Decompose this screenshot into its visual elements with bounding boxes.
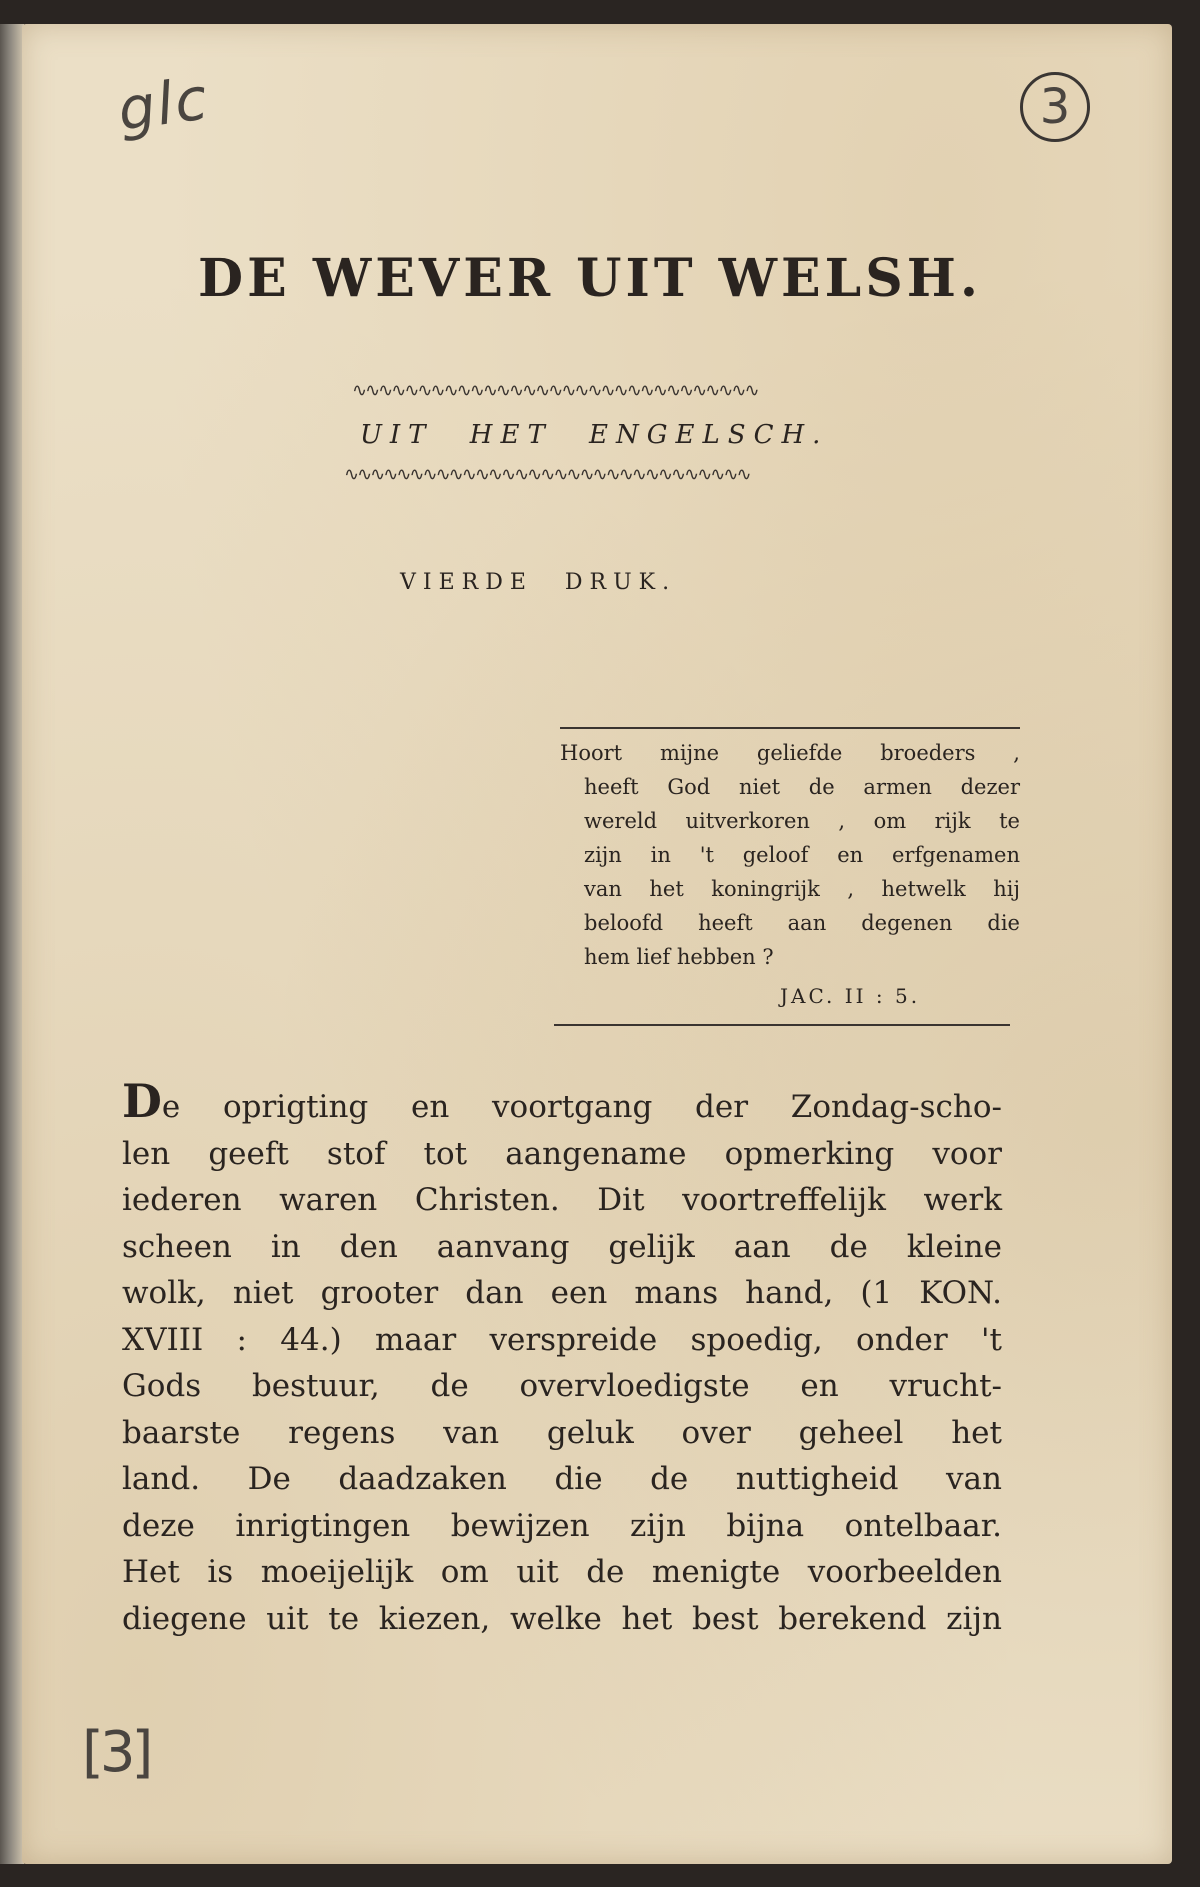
motto-quote xyxy=(560,736,1020,974)
body-line: deze inrigtingen bewijzen zijn bijna ontelbaar. xyxy=(122,1507,1002,1544)
body-line: Gods bestuur, de overvloedigste en vrucht- xyxy=(122,1368,1002,1404)
motto-line: Hoort mijne geliefde broeders , xyxy=(560,741,1020,765)
motto-line: hem lief hebben ? xyxy=(584,945,774,969)
page-title: DE WEVER UIT WELSH. xyxy=(197,248,983,309)
body-line: wolk, niet grooter dan een mans hand, (1 KON. xyxy=(122,1275,1002,1311)
handwritten-shelfmark: glc xyxy=(113,64,214,144)
motto-line: zijn in 't geloof en erfgenamen xyxy=(584,843,1020,867)
motto-line: van het koningrijk , hetwelk hij xyxy=(584,877,1020,901)
body-line: land. De daadzaken die de nuttigheid van xyxy=(122,1461,1002,1497)
wavy-ornament-bottom: ∿∿∿∿∿∿∿∿∿∿∿∿∿∿∿∿∿∿∿∿∿∿∿∿∿∿∿∿∿∿∿ xyxy=(344,464,750,485)
wavy-ornament-top: ∿∿∿∿∿∿∿∿∿∿∿∿∿∿∿∿∿∿∿∿∿∿∿∿∿∿∿∿∿∿∿ xyxy=(352,380,758,401)
body-line: De oprigting en voortgang der Zondag-scho- xyxy=(122,1074,1002,1128)
body-line: iederen waren Christen. Dit voortreffelijk werk xyxy=(122,1182,1002,1218)
edition-label: VIERDE DRUK. xyxy=(400,570,677,595)
body-line: baarste regens van geluk over geheel het xyxy=(122,1414,1002,1451)
body-paragraph xyxy=(122,1074,1002,1642)
body-line: Het is moeijelijk om uit de menigte voorbeelden xyxy=(122,1554,1002,1590)
body-line: len geeft stof tot aangename opmerking voor xyxy=(122,1135,1002,1172)
handwritten-page-number-circled: 3 xyxy=(1020,72,1090,142)
motto-line: heeft God niet de armen dezer xyxy=(584,775,1020,799)
subtitle: UIT HET ENGELSCH. xyxy=(360,420,829,450)
body-line: diegene uit te kiezen, welke het best berekend zijn xyxy=(122,1600,1002,1637)
motto-rule-bottom xyxy=(554,1024,1010,1026)
body-line: scheen in den aanvang gelijk aan de kleine xyxy=(122,1228,1002,1265)
motto-line: wereld uitverkoren , om rijk te xyxy=(584,809,1020,833)
motto-rule-top xyxy=(560,727,1020,729)
body-line: XVIII : 44.) maar verspreide spoedig, onder 't xyxy=(122,1321,1002,1358)
handwritten-page-marker: [3] xyxy=(82,1720,150,1785)
drop-cap: D xyxy=(122,1074,162,1128)
motto-line: beloofd heeft aan degenen die xyxy=(584,911,1020,935)
motto-reference: JAC. II : 5. xyxy=(780,984,921,1008)
